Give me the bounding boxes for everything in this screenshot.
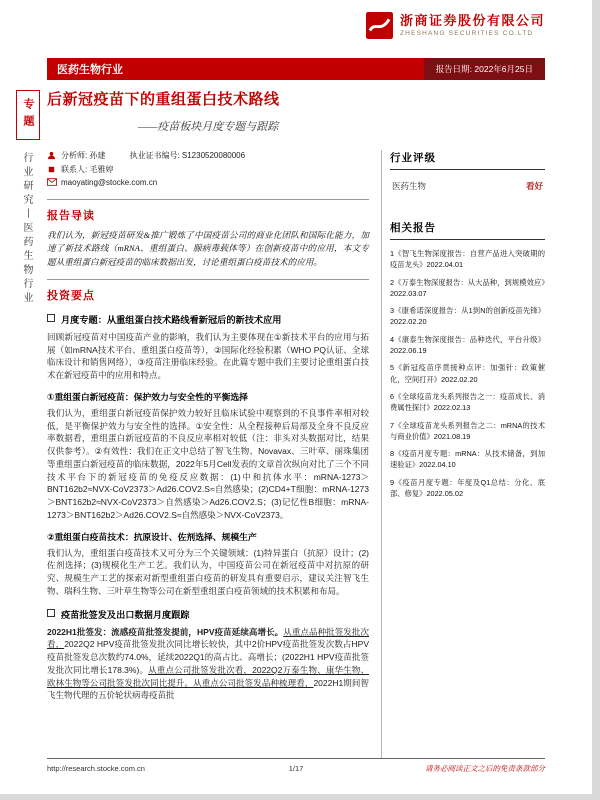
related-report-item[interactable]: 8《疫苗月度专题：mRNA：从技术储备，到加速验证》2022.04.10 bbox=[390, 449, 545, 470]
industry-label: 医药生物行业 bbox=[57, 64, 123, 76]
analyst-block bbox=[47, 150, 369, 187]
industry-research-vertical-label: 行业研究丨医药生物行业 bbox=[21, 152, 32, 306]
topic-monthly-special-body: 回顾新冠疫苗对中国疫苗产业的影响，我们认为主要体现在①新技术平台的应用与拓展（如mRNA技术平台、重组蛋白疫苗等），②国际化经验积累（WHO PQ认证、全球临床设计和销售网络），③疫苗注册临床经验。在此篇专题中我们主要讨论重组蛋白技术在新冠疫苗中的应用和特点。 bbox=[47, 331, 369, 381]
lead-body: 我们认为，新冠疫苗研发&推广锻炼了中国疫苗公司的商业化团队和国际化能力，加速了新技术路线（mRNA、重组蛋白、腺病毒载体等）在创新疫苗中的应用，本文专题从重组蛋白新冠疫苗的临床数据出发，讨论重组蛋白疫苗技术的应用。 bbox=[47, 230, 369, 267]
segment-underline-1: 从重点品种批签发批次看， bbox=[47, 626, 369, 650]
segment-plain-2: 2022H1期间智飞生物代理的五价轮状病毒疫苗批 bbox=[47, 677, 369, 701]
report-date: 报告日期: 2022年6月25日 bbox=[424, 58, 545, 80]
square-bullet-icon bbox=[47, 314, 55, 322]
related-report-item[interactable]: 3《康希诺深度报告：从1到N的创新疫苗先锋》2022.02.20 bbox=[390, 306, 545, 327]
related-report-item[interactable]: 7《全球疫苗龙头系列报告之二：mRNA的技术与商业价值》2021.08.19 bbox=[390, 420, 545, 441]
subhead-protein-technology: ②重组蛋白疫苗技术：抗原设计、佐剂选择、规模生产 bbox=[47, 531, 257, 542]
industry-band bbox=[47, 58, 545, 80]
topic-tag-label: 专题 bbox=[22, 98, 34, 132]
related-report-item[interactable]: 6《全球疫苗龙头系列报告之一：疫苗成长、消费属性探讨》2022.02.13 bbox=[390, 391, 545, 413]
sidebar-column bbox=[390, 150, 545, 505]
analyst-email[interactable]: maoyating@stocke.com.cn bbox=[61, 178, 158, 187]
key-points-heading: 投资要点 bbox=[47, 289, 95, 302]
lead-heading: 报告导读 bbox=[47, 210, 95, 222]
company-name-cn: 浙商证券股份有限公司 bbox=[399, 13, 545, 29]
email-envelope-icon bbox=[47, 178, 56, 187]
page-footer bbox=[47, 758, 545, 774]
topic-tag bbox=[16, 90, 40, 140]
square-bullet-icon bbox=[47, 609, 55, 617]
contact-dot-icon bbox=[47, 165, 56, 174]
page-number: 1/17 bbox=[288, 764, 304, 773]
related-reports-heading: 相关报告 bbox=[390, 220, 545, 240]
key-points-section bbox=[47, 279, 369, 702]
industry-rating-heading: 行业评级 bbox=[390, 150, 545, 170]
segment-underline-3: 2022Q2万泰生物、康华生物、欧林生物等公司批签发批次同比提升。 bbox=[47, 664, 369, 688]
segment-underline-2: 从重点公司批签发批次看， bbox=[148, 664, 253, 675]
related-report-item[interactable]: 2《万泰生物深度报告：从大品种，到规模效应》2022.03.07 bbox=[390, 277, 545, 298]
zheshang-logo-icon bbox=[366, 12, 393, 39]
topic-batch-issuance bbox=[47, 607, 369, 621]
segment-plain-1: 2022Q2 HPV疫苗批签发批次同比增长较快，其中2价HPV疫苗批签发次数占HPV疫苗批签发总次数约74.0%，延续2022Q1的高占比、高增长；(2022H1 HPV疫苗批签发批次同比增长178.3%)。 bbox=[47, 639, 369, 675]
research-site-url[interactable]: http://research.stocke.com.cn bbox=[47, 764, 145, 773]
related-report-item[interactable]: 9《疫苗月度专题：年度及Q1总结：分化、底部、修复》2022.05.02 bbox=[390, 477, 545, 499]
email-row bbox=[47, 178, 369, 187]
main-column bbox=[47, 88, 369, 709]
related-report-item[interactable]: 1《智飞生物深度报告：自营产品进入突破期的疫苗龙头》2022.04.01 bbox=[390, 249, 545, 270]
related-report-item[interactable]: 4《康泰生物深度报告：品种迭代，平台升级》2022.06.19 bbox=[390, 334, 545, 356]
analyst-name: 分析师: 孙建 bbox=[61, 151, 106, 160]
topic-monthly-special-title: 月度专题：从重组蛋白技术路线看新冠后的新技术应用 bbox=[61, 314, 282, 325]
topic-monthly-special bbox=[47, 312, 369, 326]
subhead-protein-vaccine: ①重组蛋白新冠疫苗：保护效力与安全性的平衡选择 bbox=[47, 391, 248, 402]
report-lead-section bbox=[47, 199, 369, 269]
header bbox=[366, 12, 545, 39]
topic-batch-issuance-title: 疫苗批签发及出口数据月度跟踪 bbox=[61, 609, 190, 620]
segment-bold-lead: 2022H1批签发：流感疫苗批签发提前，HPV疫苗延续高增长。 bbox=[47, 626, 284, 637]
related-report-item[interactable]: 5《新冠疫苗序贯接种点评：加强针：政策催化，空间打开》2022.02.20 bbox=[390, 363, 545, 384]
contact-name: 联系人: 毛雅婷 bbox=[61, 165, 114, 174]
company-logo-text bbox=[400, 13, 545, 37]
industry-rating-row bbox=[390, 178, 545, 206]
disclaimer-text: 请务必阅读正文之后的免责条款部分 bbox=[425, 764, 546, 773]
analyst-row bbox=[47, 150, 369, 161]
subhead-protein-technology-body: 我们认为，重组蛋白疫苗技术又可分为三个关键领域：(1)特异蛋白（抗原）设计；(2)佐剂选择；(3)规模化生产工艺。我们认为，中国疫苗公司在新冠疫苗中对抗原的研究、规模生产工艺的探索对新型重组蛋白疫苗的研发具有重要启示，建议关注智飞生物、瑞科生物、三叶草生物等公司在新型重组蛋白疫苗领域的技术积累和布局。 bbox=[47, 547, 369, 596]
related-reports-block bbox=[390, 220, 545, 499]
analyst-cert-number: 执业证书编号: S1230520080006 bbox=[129, 151, 246, 160]
report-subtitle: ——疫苗板块月度专题与跟踪 bbox=[137, 121, 279, 133]
company-name-en: ZHESHANG SECURITIES CO.LTD bbox=[399, 29, 534, 37]
contact-row bbox=[47, 164, 369, 175]
rating-value: 看好 bbox=[525, 181, 543, 191]
subhead-protein-vaccine-body: 我们认为，重组蛋白新冠疫苗保护效力较好且临床试验中观察到的不良事件率相对较低，是平衡保护效力与安全性的选择。①安全性：从全程接种后局部及全身不良反应率数据看，重组蛋白新冠疫苗的不良反应率相对较低（注：非头对头数据对比，结果仅供参考）。②有效性：我们在正文中总结了智飞生物、Novavax、三叶草、丽珠集团等重组蛋白新冠疫苗的临床数据，2022年5月Cell发表的文章首次纵向对比了三个不同技术平台下的新冠疫苗的免疫反应数据：(1)中和抗体水平：mRNA-1273＞BNT162b2≈NVX-CoV2373＞Ad26.COV2.S≈自然感染；(2)CD4+T细胞：mRNA-1273＞BNT162b2≈NVX-CoV2373＞自然感染＞Ad26.COV2.S；(3)记忆性B细胞：mRNA-1273＞BNT162b2＞Ad26.COV2.S≈自然感染＞NVX-CoV2373。 bbox=[47, 407, 369, 520]
topic-batch-issuance-body bbox=[47, 626, 369, 703]
segment-underline-4: 从重点公司批签发品种梳理看， bbox=[193, 677, 314, 688]
report-title: 后新冠疫苗下的重组蛋白技术路线 bbox=[47, 91, 280, 108]
column-divider bbox=[381, 150, 382, 758]
analyst-person-icon bbox=[47, 151, 56, 160]
rating-industry-name: 医药生物 bbox=[392, 181, 427, 191]
